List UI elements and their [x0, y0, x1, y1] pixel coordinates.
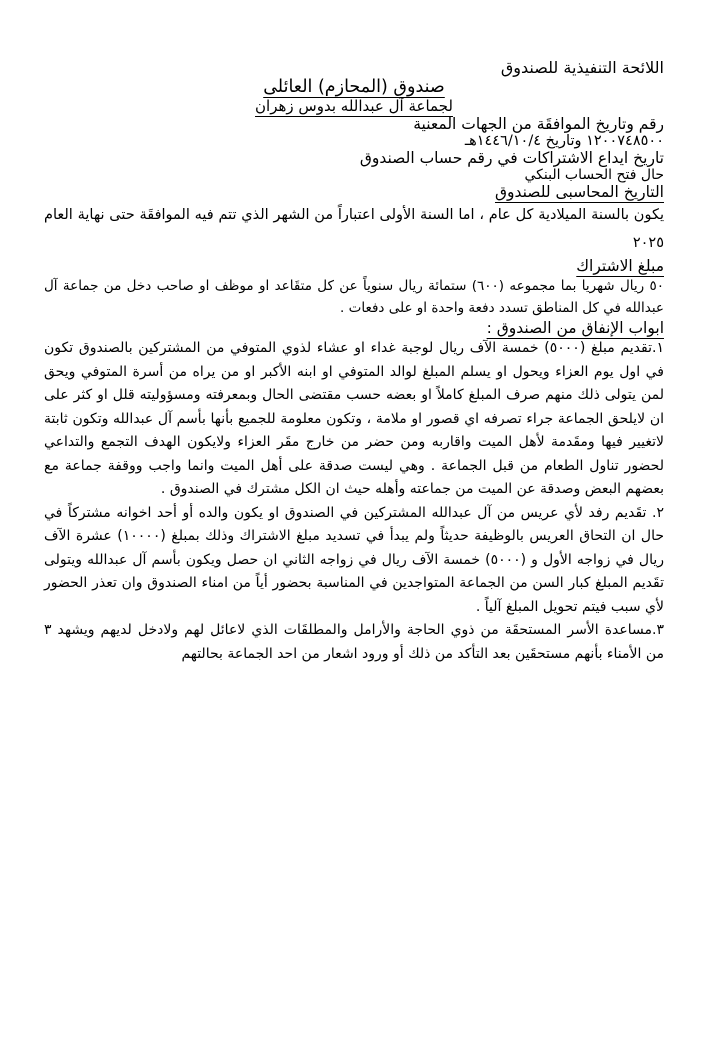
- spending-item-funeral: ١.تقديم مبلغ (٥٠٠٠) خمسة الآف ريال لوجبة غداء او عشاء لذوي المتوفي من المشتركين بالصندوق تكون في اول يوم العزاء ويحول او يسلم المبلغ لوالد المتوفي او ابنه الأكبر او من يراه من أسرة المتوفي ويحق لمن يتولى ذلك منهم صرف المبلغ كاملاً او بعضه حسب مقتضى الحال وبمعرفته ومسؤوليته قلل او كثر على ان لايلحق الجماعة جراء تصرفه اي قصور او ملامة ، وتكون معلومة للجميع بأنها بأسم آل عبدالله وتكون ثابتة لاتغيير فيها ومقَدمة لأهل الميت واقاربه ومن حضر من خارج مقَر العزاء ولايكون الهدف التجمع والتداعي لحضور تناول الطعام من قبل الجماعة . وهي ليست صدقة على أهل الميت وانما واجب ووقفة جماعة مع بعضهم البعض وصدقة عن الميت من جماعته وأهله حيث ان الكل مشترك في الصندوق .: [44, 340, 664, 497]
- approval-heading: رقم وتاريخ الموافقَة من الجهات المعنية: [413, 115, 664, 133]
- fund-name: صندوق (المحازم) العائلى: [263, 77, 445, 97]
- regulation-title: اللائحة التنفيذية للصندوق: [500, 58, 664, 77]
- spending-item-needy-families: ٣.مساعدة الأسر المستحقَة من ذوي الحاجة والأرامل والمطلقَات الذي لاعائل لهم ولادخل لديهم ويشهد ٣ من الأمناء بأنهم مستحقَين بعد التأكد من ذلك أو ورود اشعار من احد الجماعة بحالتهم: [44, 622, 664, 662]
- spending-heading: ابواب الإنفاق من الصندوق :: [486, 319, 664, 337]
- accounting-date-body: يكون بالسنة الميلادية كل عام ، اما السنة الأولى اعتباراً من الشهر الذي تتم فيه الموافقَة حتى نهاية العام ٢٠٢٥: [44, 207, 664, 251]
- deposit-value: حال فتح الحساب البنكي: [524, 167, 664, 183]
- approval-number-date: ١٢٠٠٧٤٨٥٠٠ وتاريخ ١٤٤٦/١٠/٤هـ: [464, 133, 664, 149]
- subscription-heading: مبلغ الاشتراك: [576, 257, 664, 275]
- family-line: لجماعة آل عبدالله بدوس زهران: [255, 97, 453, 115]
- accounting-date-heading: التاريخ المحاسبى للصندوق: [494, 183, 664, 201]
- deposit-heading: تاريخ ايداع الاشتراكات في رقم حساب الصندوق: [359, 149, 664, 167]
- spending-item-wedding: ٢. تقَديم رفد لأي عريس من آل عبدالله المشتركين في الصندوق او يكون والده أو أحد اخوانه مشتركاً في حال ان التحاق العريس بالوظيفة حديثاً ولم يبدأ في تسديد مبلغ الاشتراك وذلك بمبلغ (١٠٠٠٠) عشرة الآف ريال في زواجه الأول و (٥٠٠٠) خمسة الآف ريال في زواجه الثاني ان حصل ويكون بأسم آل عبدالله ويتولى تقَديم المبلغ كبار السن من الجماعة المتواجدين في المناسبة بحضور أياً من امناء الصندوق وان تعذر الحضور لأي سبب فيتم تحويل المبلغ آلياً .: [44, 504, 665, 615]
- subscription-body: ٥٠ ريال شهريا بما مجموعه (٦٠٠) ستمائة ريال سنوياً عن كل متقَاعد او موظف او صاحب دخل من جماعة آل عبدالله في كل المناطق تسدد دفعة واحدة او على دفعات .: [44, 278, 664, 316]
